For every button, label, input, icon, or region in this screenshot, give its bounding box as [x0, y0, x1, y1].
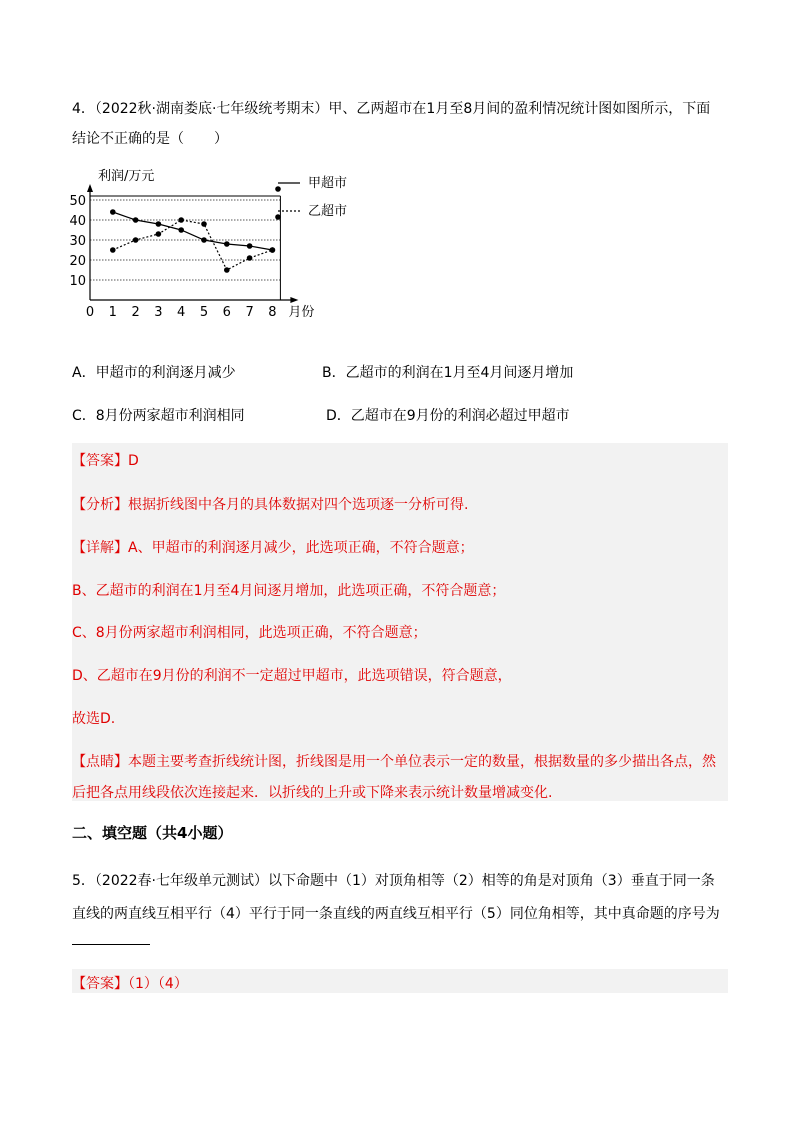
legend-label-2: 乙超市: [308, 204, 348, 219]
option-c: C．8月份两家超市利润相同: [72, 408, 245, 424]
series-1-point-1: [110, 209, 116, 215]
series-2-point-3: [156, 231, 162, 237]
analysis-q4: 【分析】根据折线图中各月的具体数据对四个选项逐一分析可得.: [72, 497, 469, 513]
x-tick-label-1: 1: [108, 305, 117, 320]
x-tick-label-5: 5: [199, 305, 209, 320]
x-tick-label-7: 7: [245, 305, 254, 320]
question-4-close-bracket: ）: [214, 131, 228, 147]
profit-line-chart: [66, 162, 366, 322]
y-tick-label-50: 50: [69, 194, 86, 209]
series-2-point-5: [201, 221, 207, 227]
y-axis-arrow: [87, 184, 93, 192]
detail-d: D、乙超市在9月份的利润不一定超过甲超市，此选项错误，符合题意，: [72, 668, 512, 684]
x-tick-label-0: 0: [85, 305, 95, 320]
series-2-point-8: [270, 247, 276, 253]
y-tick-label-10: 10: [69, 274, 86, 289]
comment-line-2: 后把各点用线段依次连接起来．以折线的上升或下降来表示统计数量增减变化.: [72, 785, 553, 801]
question-5-line-2: 直线的两直线互相平行（4）平行于同一条直线的两直线互相平行（5）同位角相等，其中真命题的序号为: [72, 906, 720, 922]
detail-c: C、8月份两家超市利润相同，此选项正确，不符合题意；: [72, 625, 427, 641]
series-2-point-6: [224, 267, 230, 273]
series-2-point-4: [178, 217, 184, 223]
comment-line-1: 【点睛】本题主要考查折线统计图，折线图是用一个单位表示一定的数量，根据数量的多少描出各点，然: [72, 754, 716, 770]
question-5-line-1: 5．（2022春·七年级单元测试）以下命题中（1）对顶角相等（2）相等的角是对顶角（3）垂直于同一条: [72, 873, 715, 889]
series-2-point-2: [133, 237, 139, 243]
x-tick-label-6: 6: [222, 305, 231, 320]
series-1-point-4: [178, 227, 184, 233]
y-tick-label-40: 40: [69, 214, 86, 229]
series-1-point-3: [156, 221, 162, 227]
question-4-line-1: 4．（2022秋·湖南娄底·七年级统考期末）甲、乙两超市在1月至8月间的盈利情况统计图如图所示，下面: [72, 101, 711, 117]
detail-b: B、乙超市的利润在1月至4月间逐月增加，此选项正确，不符合题意；: [72, 583, 506, 599]
series-1-point-7: [247, 243, 253, 249]
option-a: A．甲超市的利润逐月减少: [72, 365, 236, 381]
answer-q4: 【答案】D: [72, 453, 139, 469]
y-tick-label-20: 20: [69, 254, 86, 269]
legend-label-1: 甲超市: [308, 176, 348, 191]
series-2-point-7: [247, 255, 253, 261]
legend-marker-2: [275, 214, 281, 220]
detail-a: 【详解】A、甲超市的利润逐月减少，此选项正确，不符合题意；: [72, 540, 474, 556]
y-axis-label: 利润/万元: [98, 169, 155, 184]
series-1-point-5: [201, 237, 207, 243]
legend-marker-1: [275, 186, 281, 192]
x-tick-label-8: 8: [268, 305, 277, 320]
series-1-point-2: [133, 217, 139, 223]
x-tick-label-3: 3: [154, 305, 163, 320]
option-b: B．乙超市的利润在1月至4月间逐月增加: [322, 365, 574, 381]
x-tick-label-4: 4: [177, 305, 186, 320]
section-title: 二、填空题（共4小题）: [72, 824, 233, 842]
answer-blank: [72, 944, 150, 945]
answer-q5: 【答案】（1）（4）: [72, 976, 188, 992]
option-d: D．乙超市在9月份的利润必超过甲超市: [326, 408, 570, 424]
x-axis-label: 月份: [288, 305, 315, 320]
question-4-text: 结论不正确的是（: [72, 131, 184, 147]
x-tick-label-2: 2: [131, 305, 140, 320]
choose-answer: 故选D.: [72, 711, 116, 727]
question-4-line-2: [72, 128, 228, 148]
x-axis-arrow: [290, 297, 298, 303]
series-2-point-1: [110, 247, 116, 253]
y-tick-label-30: 30: [69, 234, 86, 249]
series-1-point-6: [224, 241, 230, 247]
